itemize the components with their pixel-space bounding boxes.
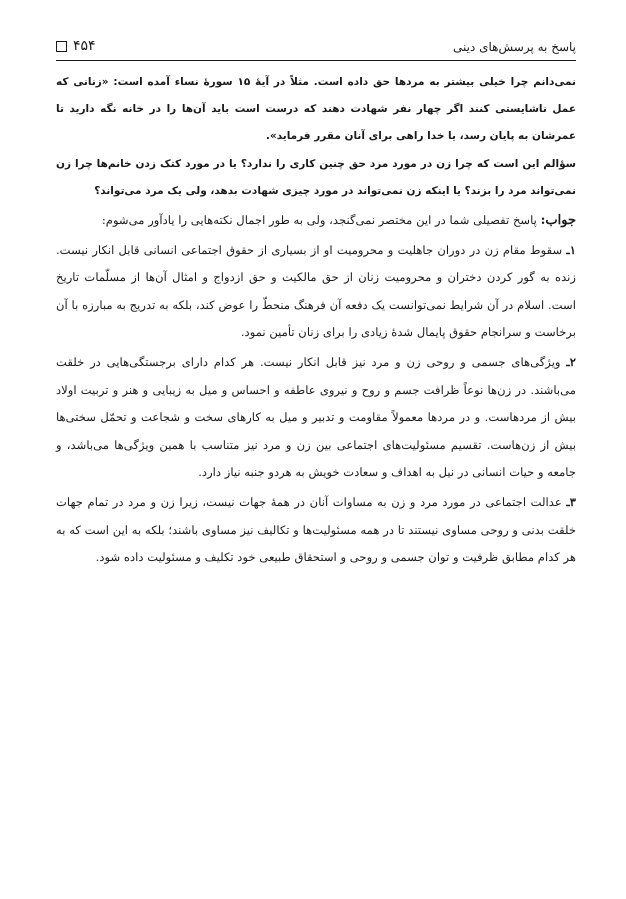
answer-point-3 <box>56 489 576 572</box>
page-number: ۴۵۴ <box>73 38 96 54</box>
header-divider <box>56 60 576 61</box>
point-text: ویژگی‌های جسمی و روحی زن و مرد نیز قابل انکار نیست. هر کدام دارای برجستگی‌هایی در خلقت می‌باشند. در زن‌ها نوعاً ظرافت جسم و روح و نیروی عاطفه و احساس و میل به زیبایی و هنر و تربیت اولاد بیش از مردهاست. و در مردها معمولاً مقاومت و تدبیر و میل به کارهای سخت و شجاعت و تحمّل سختی‌ها بیش از زن‌هاست. تقسیم مسئولیت‌های اجتماعی بین زن و مرد نیز متناسب با همین ویژگی‌ها می‌باشد، و جامعه و حیات انسانی در نیل به اهداف و سعادت خویش به هردو جنبه نیاز دارد. <box>56 354 576 480</box>
point-number: ۳ـ <box>566 494 576 509</box>
point-text: عدالت اجتماعی در مورد مرد و زن به مساوات آنان در همهٔ جهات نیست، زیرا زن و مرد در تمام جهات خلقت بدنی و روحی مساوی نیستند تا در همه مسئولیت‌ها و تکالیف نیز مساوی باشند؛ بلکه به این است که به هر کدام مطابق ظرفیت و توان جسمی و روحی و استحقاق طبیعی خود تکلیف و مسئولیت داده شود. <box>56 494 576 565</box>
page-header <box>56 30 576 54</box>
point-number: ۱ـ <box>566 242 576 257</box>
answer-point-2 <box>56 349 576 487</box>
square-bullet-icon <box>56 41 67 52</box>
page-number-group <box>56 38 96 54</box>
book-page <box>56 30 576 572</box>
point-number: ۲ـ <box>566 354 576 369</box>
answer-label: جواب: <box>540 213 576 228</box>
answer-point-1 <box>56 237 576 347</box>
answer-intro-text: پاسخ تفصیلی شما در این مختصر نمی‌گنجد، ولی به طور اجمال نکته‌هایی را یادآور می‌شوم: <box>101 213 541 227</box>
answer-intro-paragraph <box>56 207 576 235</box>
question-paragraph-2: سؤالم این است که چرا زن در مورد مرد حق چنین کاری را ندارد؟ یا در مورد کتک زدن خانم‌ها چرا زن نمی‌تواند مرد را بزند؟ یا اینکه زن نمی‌تواند در مورد چیزی شهادت بدهد، ولی یک مرد می‌تواند؟ <box>56 158 576 197</box>
point-text: سقوط مقام زن در دوران جاهلیت و محرومیت او از بسیاری از حقوق اجتماعی انسانی قابل انکار نیست. زنده به گور کردن دختران و محرومیت زنان از حق مالکیت و حق ازدواج و امثال آن‌ها از مسلّمات تاریخ است. اسلام در آن شرایط نمی‌توانست یک دفعه آن فرهنگ منحطّ را عوض کند، بلکه به تدریج به مبارزه با آن برخاست و سرانجام حقوق پایمال شدهٔ زیادی را برای زنان تأمین نمود. <box>56 242 576 340</box>
question-paragraph-1: نمی‌دانم چرا خیلی بیشتر به مردها حق داده است. مثلاً در آیهٔ ۱۵ سورهٔ نساء آمده است: «زنانی که عمل ناشایستی کنند اگر چهار نفر شهادت دهند که درست است باید آن‌ها را در خانه نگه دارید تا عمرشان به پایان رسد، یا خدا راهی برای آنان مقرر فرماید». <box>56 76 576 142</box>
running-title: پاسخ به پرسش‌های دینی <box>452 40 576 54</box>
